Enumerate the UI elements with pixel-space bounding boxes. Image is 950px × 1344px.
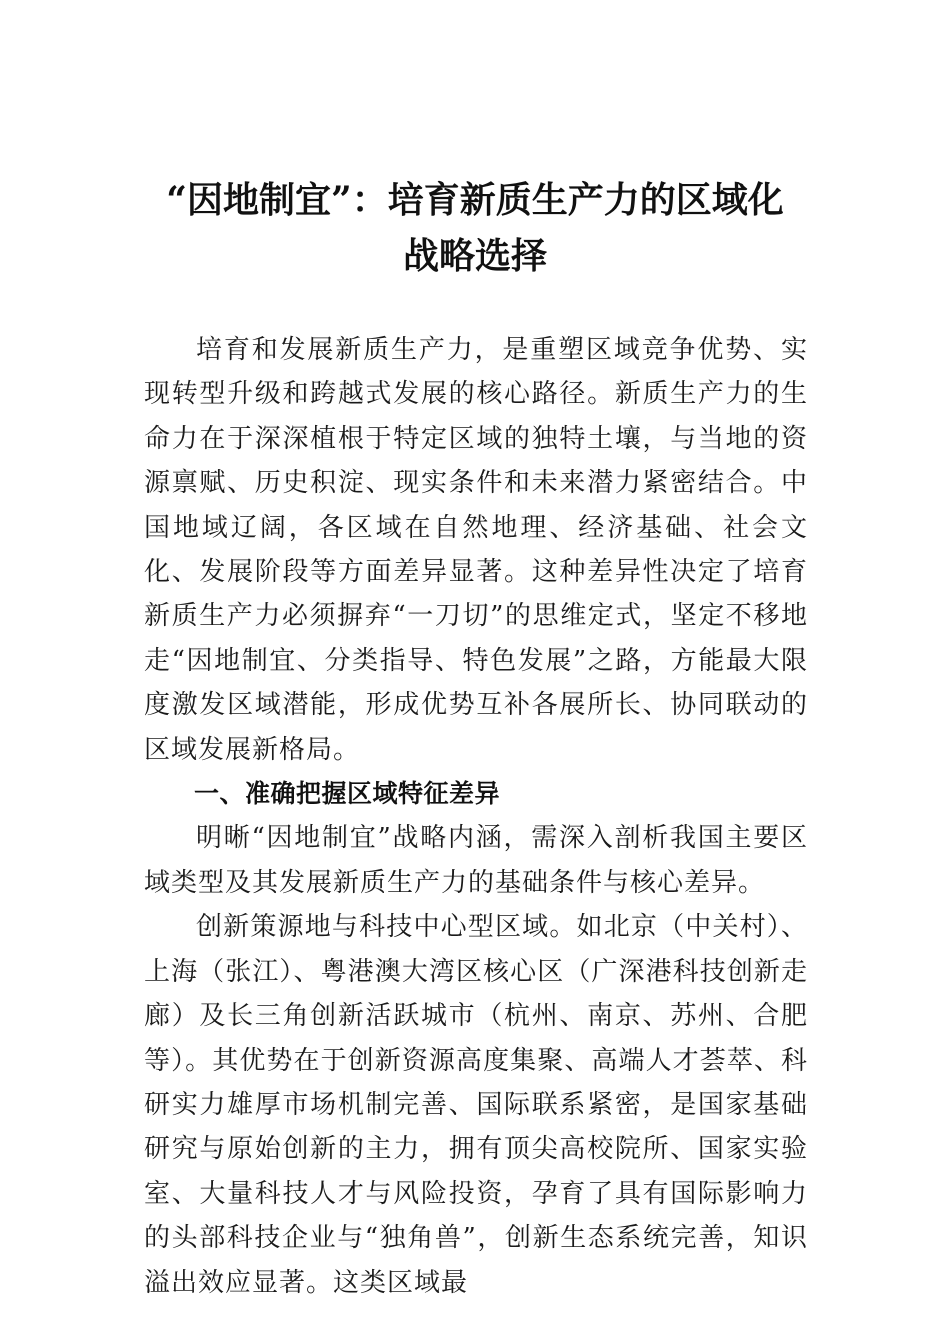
paragraph-innovation-regions: 创新策源地与科技中心型区域。如北京（中关村）、上海（张江）、粤港澳大湾区核心区（广深港科技创新走廊）及长三角创新活跃城市（杭州、南京、苏州、合肥等）。其优势在于创新资源高度集聚、高端人才荟萃、科研实力雄厚市场机制完善、国际联系紧密，是国家基础研究与原始创新的主力，拥有顶尖高校院所、国家实验室、大量科技人才与风险投资，孕育了具有国际影响力的头部科技企业与“独角兽”，创新生态系统完善，知识溢出效应显著。这类区域最 [144,912,808,1298]
document-body [144,328,808,1305]
title-line-2: 战略选择 [402,235,547,277]
document-title [140,172,810,284]
section-heading-1: 一、准确把握区域特征差异 [194,779,501,809]
paragraph-intro: 培育和发展新质生产力，是重塑区域竞争优势、实现转型升级和跨越式发展的核心路径。新质生产力的生命力在于深深植根于特定区域的独特土壤，与当地的资源禀赋、历史积淀、现实条件和未来潜力紧密结合。中国地域辽阔，各区域在自然地理、经济基础、社会文化、发展阶段等方面差异显著。这种差异性决定了培育新质生产力必须摒弃“一刀切”的思维定式，坚定不移地走“因地制宜、分类指导、特色发展”之路，方能最大限度激发区域潜能，形成优势互补各展所长、协同联动的区域发展新格局。 [144,335,808,765]
paragraph-section-intro: 明晰“因地制宜”战略内涵，需深入剖析我国主要区域类型及其发展新质生产力的基础条件与核心差异。 [144,823,808,898]
title-line-1: “因地制宜”：培育新质生产力的区域化 [166,179,784,221]
